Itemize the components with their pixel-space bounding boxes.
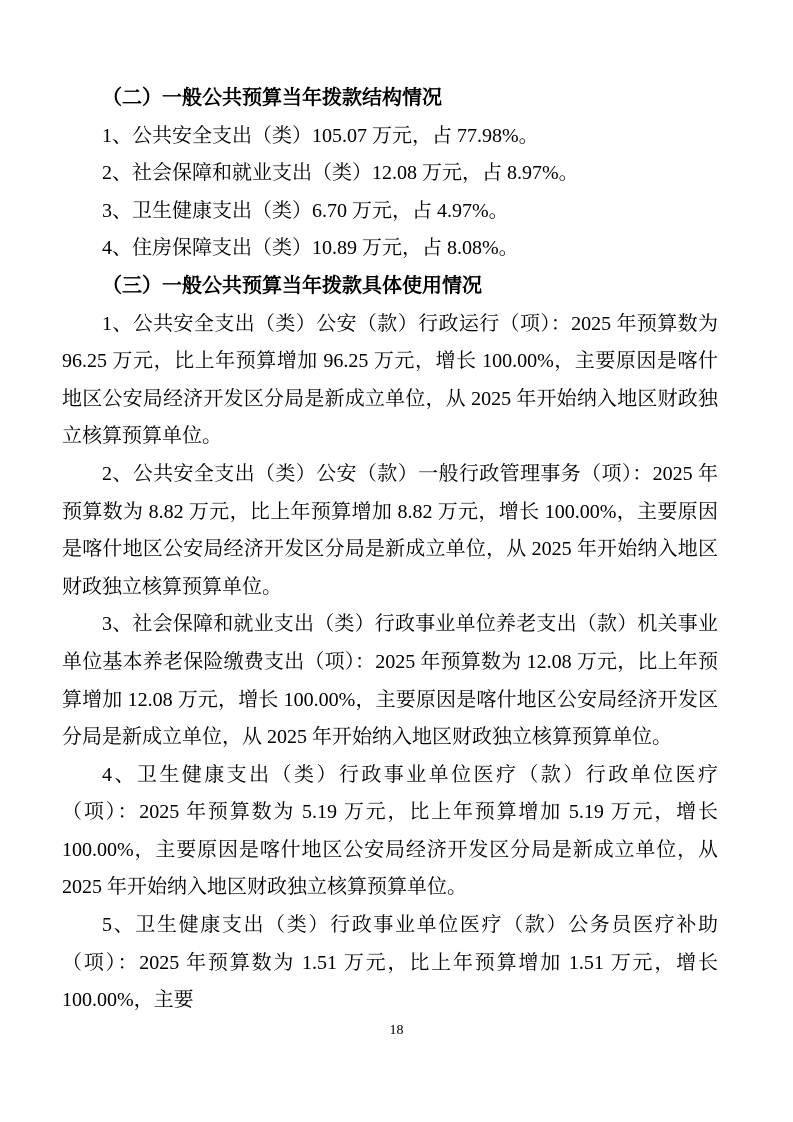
heading-general-budget-allocation-usage: （三）一般公共预算当年拨款具体使用情况	[102, 274, 482, 297]
allocation-item-social-security-employment: 2、社会保障和就业支出（类）12.08 万元，占 8.97%。	[102, 162, 579, 185]
document-body	[62, 80, 718, 1020]
allocation-item-public-safety: 1、公共安全支出（类）105.07 万元，占 77.98%。	[102, 124, 539, 147]
heading-general-budget-allocation-structure: （二）一般公共预算当年拨款结构情况	[102, 87, 442, 109]
allocation-item-health: 3、卫生健康支出（类）6.70 万元，占 4.97%。	[102, 199, 509, 222]
usage-paragraph-2-public-safety-general-admin: 2、公共安全支出（类）公安（款）一般行政管理事务（项）：2025 年预算数为 8.82 万元，比上年预算增加 8.82 万元，增长 100.00%，主要原因是喀什地区公安局经济开发区分局是新成立单位，从 2025 年开始纳入地区财政独立核算预算单位。	[62, 462, 718, 598]
usage-paragraph-3-pension-contribution: 3、社会保障和就业支出（类）行政事业单位养老支出（款）机关事业单位基本养老保险缴费支出（项）：2025 年预算数为 12.08 万元，比上年预算增加 12.08 万元，增长 100.00%，主要原因是喀什地区公安局经济开发区分局是新成立单位，从 2025 年开始纳入地区财政独立核算预算单位。	[62, 613, 718, 749]
usage-paragraph-4-admin-unit-medical: 4、卫生健康支出（类）行政事业单位医疗（款）行政单位医疗（项）：2025 年预算数为 5.19 万元，比上年预算增加 5.19 万元，增长 100.00%，主要原因是喀什地区公安局经济开发区分局是新成立单位，从 2025 年开始纳入地区财政独立核算预算单位。	[62, 763, 718, 899]
allocation-item-housing-security: 4、住房保障支出（类）10.89 万元，占 8.08%。	[102, 237, 519, 260]
page-number: 18	[389, 1023, 404, 1038]
usage-paragraph-5-civil-servant-medical-subsidy: 5、卫生健康支出（类）行政事业单位医疗（款）公务员医疗补助（项）：2025 年预算数为 1.51 万元，比上年预算增加 1.51 万元，增长 100.00%，主要	[62, 914, 718, 1012]
usage-paragraph-1-public-safety-admin-operation: 1、公共安全支出（类）公安（款）行政运行（项）：2025 年预算数为 96.25 万元，比上年预算增加 96.25 万元，增长 100.00%，主要原因是喀什地区公安局经济开发区分局是新成立单位，从 2025 年开始纳入地区财政独立核算预算单位。	[62, 312, 718, 448]
